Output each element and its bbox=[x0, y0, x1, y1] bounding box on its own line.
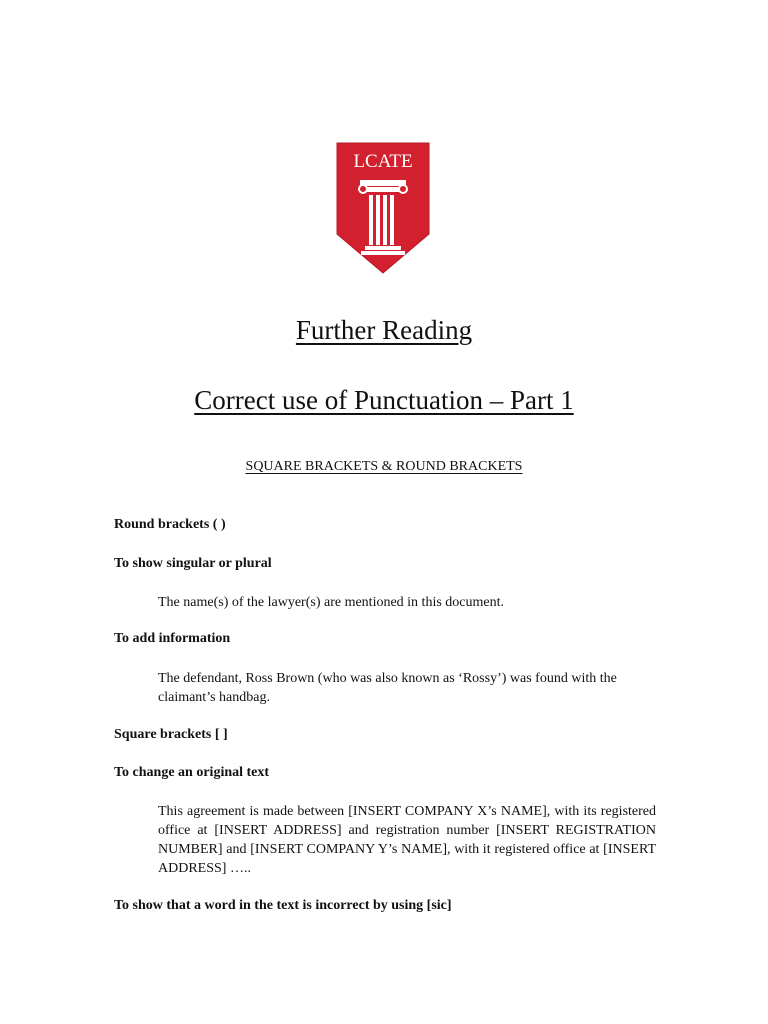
square-brackets-heading: Square brackets [ ] bbox=[114, 727, 228, 742]
change-original-text-heading: To change an original text bbox=[114, 765, 270, 780]
page-subtitle: Correct use of Punctuation – Part 1 bbox=[194, 385, 574, 415]
singular-plural-heading: To show singular or plural bbox=[114, 556, 272, 571]
add-information-example: The defendant, Ross Brown (who was also known as ‘Rossy’) was found with the claimant’s handbag. bbox=[158, 671, 617, 705]
round-brackets-heading: Round brackets ( ) bbox=[114, 517, 226, 532]
shield-logo-icon bbox=[336, 142, 430, 274]
change-original-text-example: This agreement is made between [INSERT COMPANY X’s NAME], with its registered office at [INSERT ADDRESS] and registration number [INSERT REGISTRATION NUMBER] and [INSERT COMPANY Y’s NAME], with it registered office at [INSERT ADDRESS] ….. bbox=[158, 804, 656, 876]
section-heading: SQUARE BRACKETS & ROUND BRACKETS bbox=[245, 459, 523, 474]
singular-plural-example: The name(s) of the lawyer(s) are mentioned in this document. bbox=[158, 595, 504, 610]
lcate-logo bbox=[336, 142, 430, 274]
add-information-heading: To add information bbox=[114, 631, 231, 646]
page-title: Further Reading bbox=[295, 315, 473, 345]
logo-text: LCATE bbox=[353, 151, 413, 172]
sic-heading: To show that a word in the text is incorrect by using [sic] bbox=[114, 898, 452, 913]
